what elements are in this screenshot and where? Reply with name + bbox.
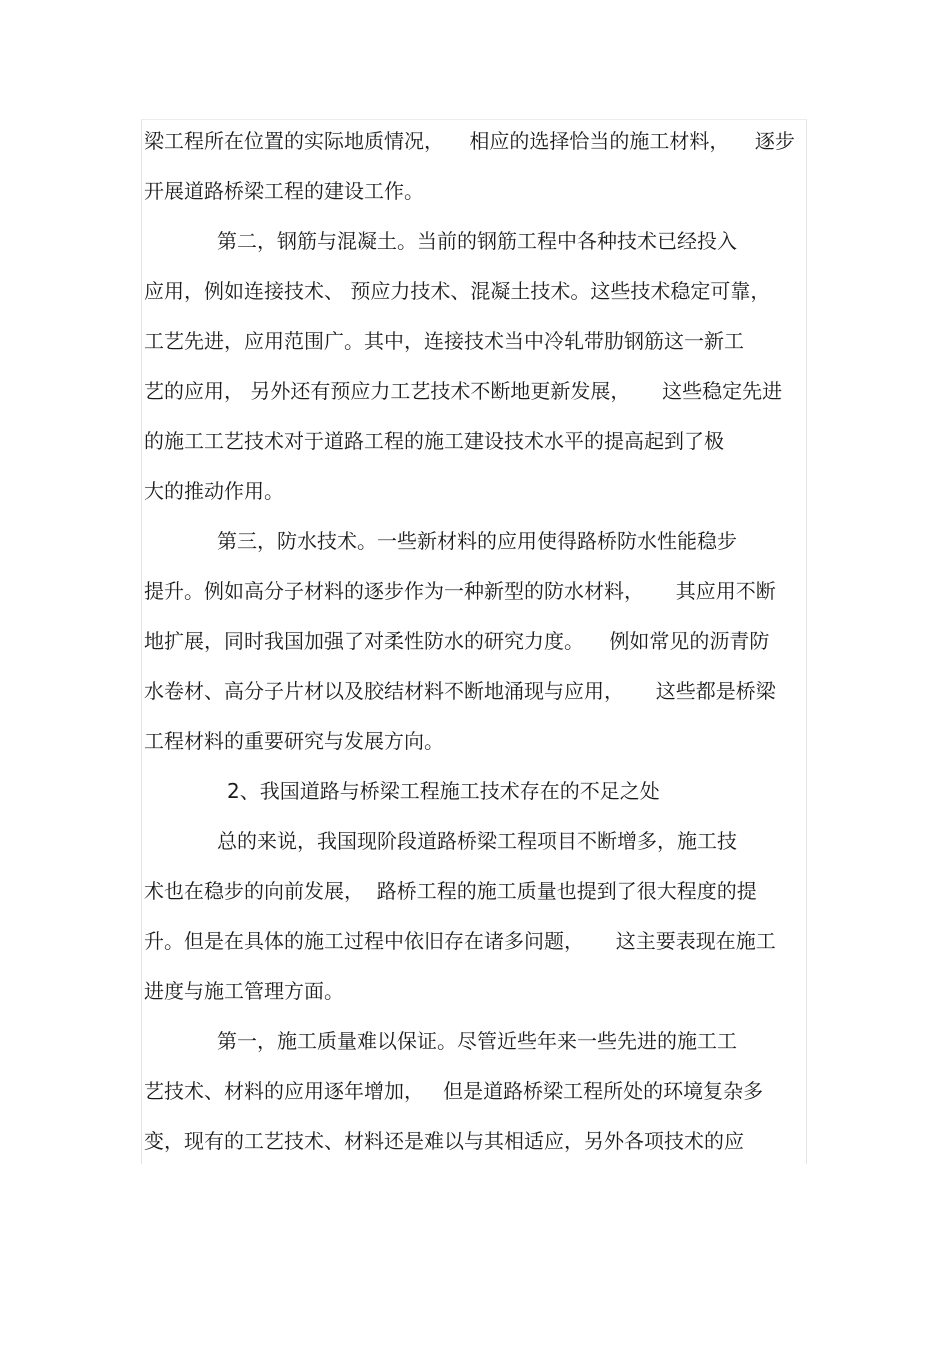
body-text-line: 术也在稳步的向前发展， 路桥工程的施工质量也提到了很大程度的提: [144, 879, 757, 903]
body-text-line: 的施工工艺技术对于道路工程的施工建设技术水平的提高起到了极: [144, 429, 724, 453]
paragraph-first-line: 第三，防水技术。一些新材料的应用使得路桥防水性能稳步: [217, 529, 737, 553]
body-text-line: 工艺先进，应用范围广。其中，连接技术当中冷轧带肋钢筋这一新工: [144, 329, 744, 353]
body-text-line: 进度与施工管理方面。: [144, 979, 344, 1003]
body-text-line: 梁工程所在位置的实际地质情况， 相应的选择恰当的施工材料， 逐步: [144, 129, 795, 153]
body-text-line: 应用，例如连接技术、 预应力技术、混凝土技术。这些技术稳定可靠，: [144, 279, 771, 303]
body-text-line: 水卷材、高分子片材以及胶结材料不断地涌现与应用， 这些都是桥梁: [144, 679, 776, 703]
body-text-line: 提升。例如高分子材料的逐步作为一种新型的防水材料， 其应用不断: [144, 579, 776, 603]
body-text-line: 地扩展，同时我国加强了对柔性防水的研究力度。 例如常见的沥青防: [144, 629, 770, 653]
body-text-line: 变，现有的工艺技术、材料还是难以与其相适应，另外各项技术的应: [144, 1129, 744, 1153]
body-text-line: 工程材料的重要研究与发展方向。: [144, 729, 444, 753]
paragraph-first-line: 第一，施工质量难以保证。尽管近些年来一些先进的施工工: [217, 1029, 737, 1053]
paragraph-first-line: 总的来说，我国现阶段道路桥梁工程项目不断增多，施工技: [217, 829, 737, 853]
body-text-line: 大的推动作用。: [144, 479, 284, 503]
body-text-line: 升。但是在具体的施工过程中依旧存在诸多问题， 这主要表现在施工: [144, 929, 776, 953]
body-text-line: 艺技术、材料的应用逐年增加， 但是道路桥梁工程所处的环境复杂多: [144, 1079, 764, 1103]
paragraph-first-line: 第二，钢筋与混凝土。当前的钢筋工程中各种技术已经投入: [217, 229, 737, 253]
body-text-line: 艺的应用， 另外还有预应力工艺技术不断地更新发展， 这些稳定先进: [144, 379, 783, 403]
section-heading: 2、我国道路与桥梁工程施工技术存在的不足之处: [227, 779, 660, 803]
body-text-line: 开展道路桥梁工程的建设工作。: [144, 179, 424, 203]
